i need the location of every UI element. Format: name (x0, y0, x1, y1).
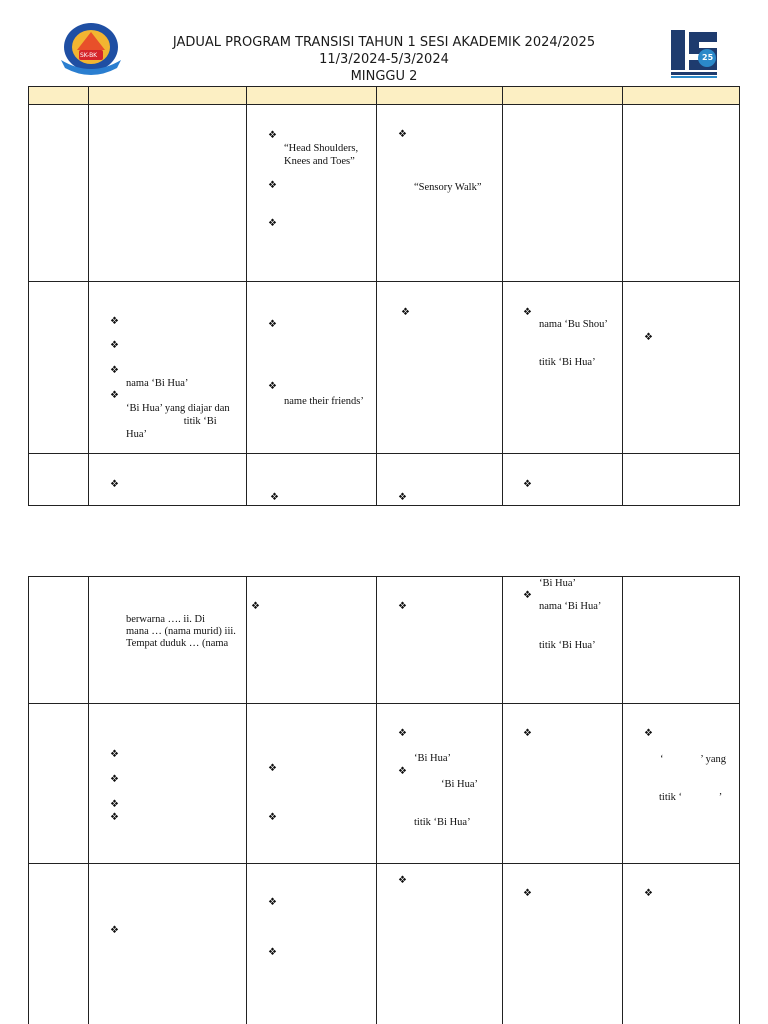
bullet-icon: ❖ (110, 316, 119, 327)
bullet-icon: ❖ (644, 888, 653, 899)
bullet-icon: ❖ (523, 479, 532, 490)
bullet-icon: ❖ (398, 766, 407, 777)
bullet-icon: ❖ (110, 479, 119, 490)
bullet-icon: ❖ (398, 601, 407, 612)
table2-border (28, 576, 29, 1024)
bullet-icon: ❖ (110, 340, 119, 351)
table2-border (376, 576, 377, 1024)
text-bi-hua-diajar: ‘Bi Hua’ yang diajar dan titik ‘Bi Hua’ (126, 403, 230, 440)
table2-border (88, 576, 89, 1024)
bullet-icon: ❖ (110, 812, 119, 823)
bullet-icon: ❖ (523, 307, 532, 318)
bullet-icon: ❖ (110, 749, 119, 760)
text-quote-yang: ‘ ’ yang (660, 754, 726, 765)
table2-border (28, 703, 740, 704)
bullet-icon: ❖ (110, 925, 119, 936)
bullet-icon: ❖ (523, 728, 532, 739)
bullet-icon: ❖ (251, 601, 260, 612)
table1-border (28, 505, 740, 506)
table2-border (739, 576, 740, 1024)
text-bi-hua-b: ‘Bi Hua’ (441, 779, 479, 790)
bullet-icon: ❖ (523, 888, 532, 899)
bullet-icon: ❖ (268, 130, 277, 141)
text-titik-quote: titik ‘ ’ (659, 792, 723, 803)
activity-sensory-walk: “Sensory Walk” (414, 182, 482, 193)
text-nama-bi-hua: nama ‘Bi Hua’ (126, 378, 189, 389)
text-bi-hua-a: ‘Bi Hua’ (414, 753, 452, 764)
text-bi-hua-top: ‘Bi Hua’ (539, 578, 577, 589)
bullet-icon: ❖ (268, 897, 277, 908)
table1-border (28, 86, 740, 87)
text-name-friends: name their friends’ (284, 396, 364, 407)
table1-border (376, 86, 377, 506)
bullet-icon: ❖ (401, 307, 410, 318)
text-titik-bi-hua-3: titik ‘Bi Hua’ (414, 817, 471, 828)
table1-border (622, 86, 623, 506)
table1-header-row (28, 87, 740, 104)
activity-head-shoulders: “Head Shoulders, Knees and Toes” (284, 143, 359, 167)
text-berwarna: berwarna …. ii. Di mana … (nama murid) iii. Tempat duduk … (nama (126, 614, 236, 649)
table1-border (28, 281, 740, 282)
bullet-icon: ❖ (110, 390, 119, 401)
bullet-icon: ❖ (268, 812, 277, 823)
table2-border (502, 576, 503, 1024)
table1-border (739, 86, 740, 506)
bullet-icon: ❖ (644, 728, 653, 739)
table2-border (28, 576, 740, 577)
table1-border (246, 86, 247, 506)
bullet-icon: ❖ (268, 180, 277, 191)
left-logo-text: SK-BK (80, 52, 98, 59)
anniversary-logo-right (667, 24, 723, 80)
bullet-icon: ❖ (270, 492, 279, 503)
table1-border (502, 86, 503, 506)
text-nama-bu-shou: nama ‘Bu Shou’ (539, 319, 608, 330)
table2-border (246, 576, 247, 1024)
text-titik-bi-hua: titik ‘Bi Hua’ (539, 357, 596, 368)
table2-border (622, 576, 623, 1024)
bullet-icon: ❖ (268, 947, 277, 958)
week-label: MINGGU 2 (350, 69, 418, 84)
bullet-icon: ❖ (268, 319, 277, 330)
bullet-icon: ❖ (398, 728, 407, 739)
bullet-icon: ❖ (644, 332, 653, 343)
bullet-icon: ❖ (398, 129, 407, 140)
bullet-icon: ❖ (110, 799, 119, 810)
date-range: 11/3/2024-5/3/2024 (319, 52, 449, 67)
bullet-icon: ❖ (398, 492, 407, 503)
bullet-icon: ❖ (110, 774, 119, 785)
text-titik-bi-hua-2: titik ‘Bi Hua’ (539, 640, 596, 651)
bullet-icon: ❖ (523, 590, 532, 601)
bullet-icon: ❖ (110, 365, 119, 376)
table1-border (28, 453, 740, 454)
bullet-icon: ❖ (398, 875, 407, 886)
document-title: JADUAL PROGRAM TRANSISI TAHUN 1 SESI AKADEMIK 2024/2025 (172, 35, 596, 50)
table1-border (28, 86, 29, 506)
bullet-icon: ❖ (268, 218, 277, 229)
text-nama-bi-hua-2: nama ‘Bi Hua’ (539, 601, 602, 612)
bullet-icon: ❖ (268, 763, 277, 774)
right-logo-text: 25 (702, 53, 714, 62)
table2-border (28, 863, 740, 864)
table1-border (28, 104, 740, 105)
table1-border (88, 86, 89, 506)
bullet-icon: ❖ (268, 381, 277, 392)
